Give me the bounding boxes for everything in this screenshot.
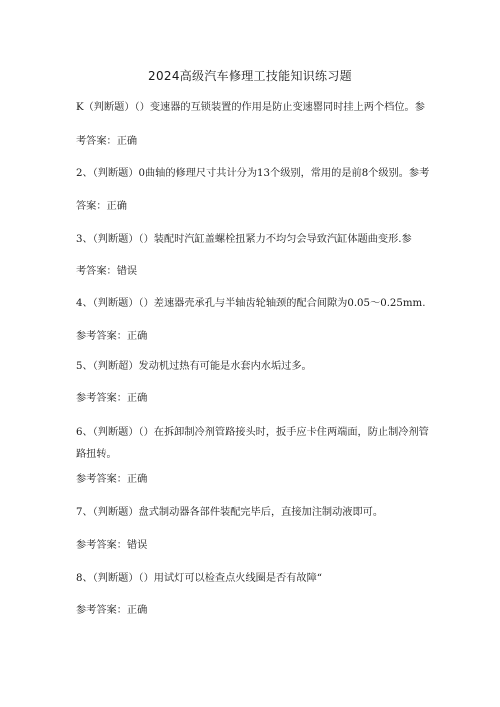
question-7-answer: 参考答案：错误 [76,540,148,551]
document-title: 2024高级汽车修理工技能知识练习题 [148,69,352,83]
question-6-answer: 参考答案：正确 [76,474,148,485]
question-4-answer: 参考答案：正确 [76,331,148,342]
question-1-answer: 考答案：正确 [76,136,138,147]
question-5-text: 5、（判断超）发动机过热有可能是水套内水垢过多。 [76,361,312,372]
question-8-text: 8、（判断题）（）用试灯可以检查点火线圈是否有故障“ [76,573,322,584]
question-6-text: 6、（判断题）（）在拆卸制冷剂管路接头时，扳手应卡住两端面，防止制冷剂管路扭转。 [76,427,429,460]
question-1-text: K（判断题）（）变速器的互锁装置的作用是防止变速罂同时挂上两个档位。参 [76,102,425,113]
question-5-answer: 参考答案：正确 [76,393,148,404]
question-3-text: 3、（判断题）（）装配时汽缸盖螺栓扭紧力不均匀会导致汽缸体题曲变形.参 [76,234,412,245]
question-2-answer: 答案：正确 [76,201,127,212]
question-4-text: 4、（判断题）（）差速器壳承孔与半轴齿轮轴颈的配合间隙为0.05～0.25mm. [76,298,426,309]
question-2-text: 2、（判断题）0曲轴的修理尺寸共计分为13个级别，常用的是前8个级别。参考 [76,168,430,179]
question-3-answer: 考答案：错误 [76,266,138,277]
question-8-answer: 参考答案：正确 [76,605,148,616]
question-7-text: 7、（判断题）盘式制动器各部件装配完毕后，直接加注制动液即可。 [76,507,384,518]
